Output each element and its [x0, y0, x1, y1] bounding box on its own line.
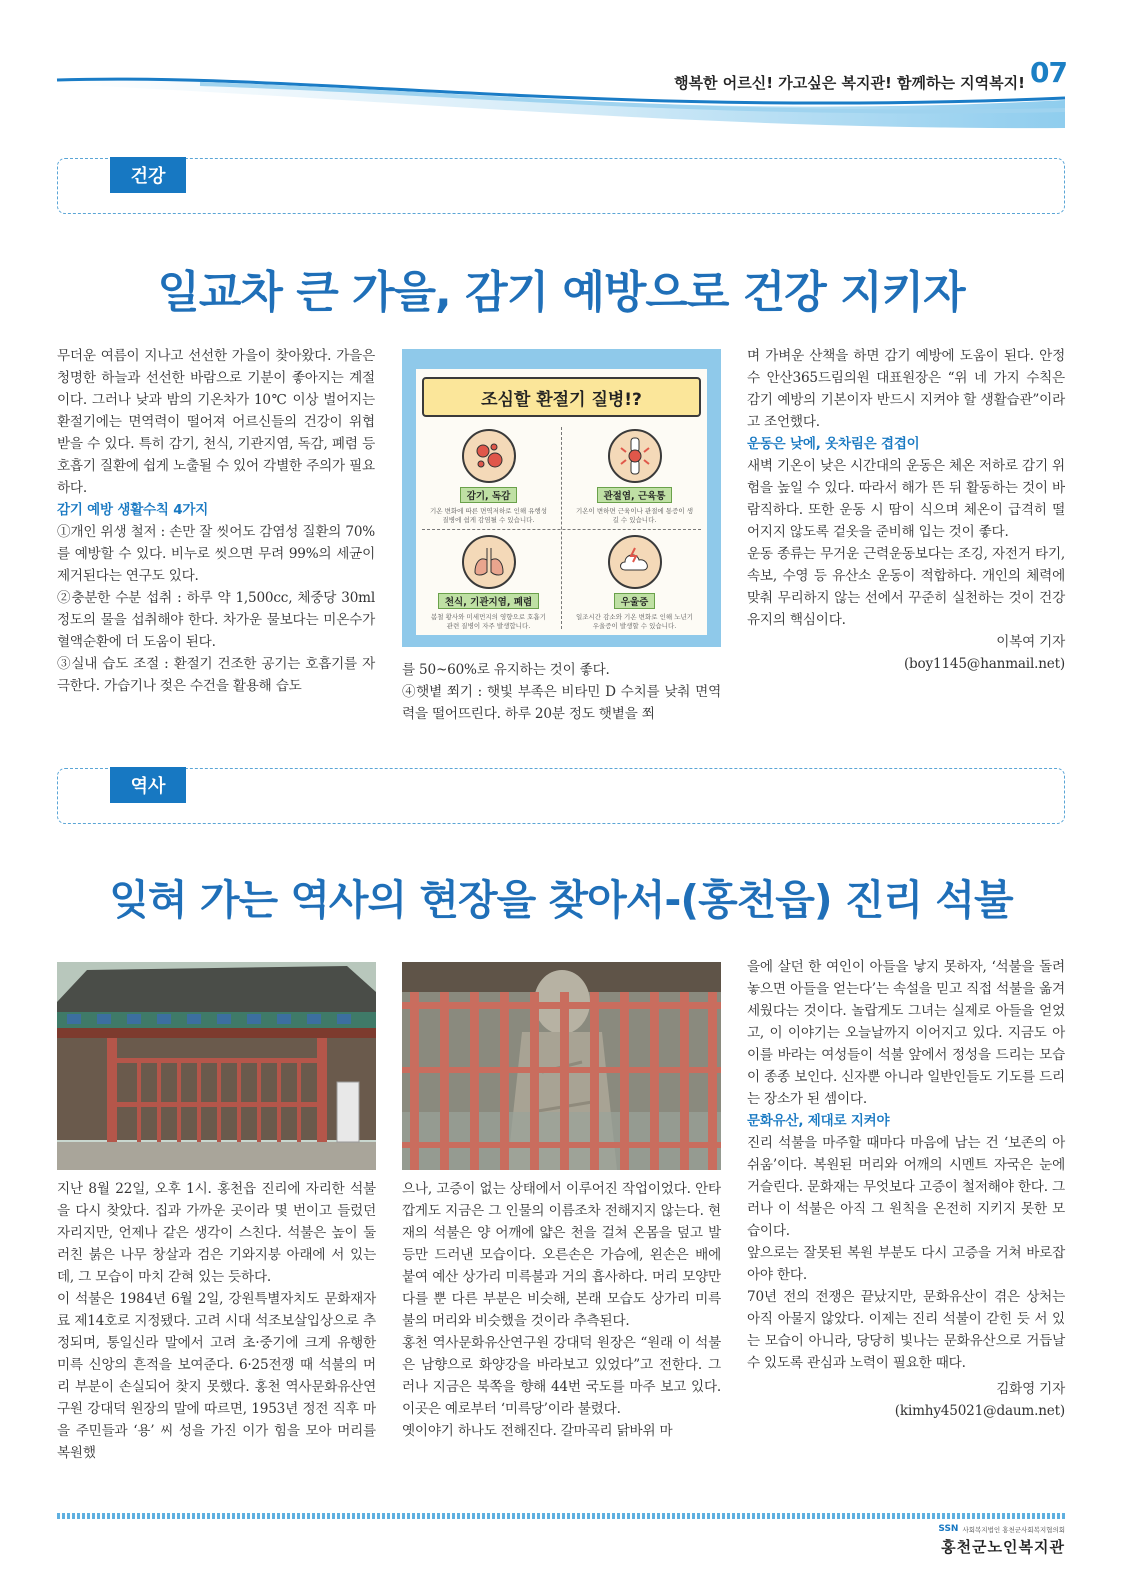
- page-number: 07: [1030, 56, 1067, 89]
- history-column-2: [402, 1178, 721, 1442]
- infographic-title: 조심할 환절기 질병!?: [422, 377, 701, 417]
- health-section-box: [57, 158, 1065, 214]
- paragraph: 무더운 여름이 지나고 선선한 가을이 찾아왔다. 가을은 청명한 하늘과 선선한 바람으로 기분이 좋아지는 계절이다. 그러나 낮과 밤의 기온차가 10℃ 이상 벌어지는 환절기에는 면역력이 떨어져 어르신들의 건강이 위협받을 수 있다. 특히 감기, 천식, 기관지염, 독감, 폐렴 등 호흡기 질환에 쉽게 노출될 수 있어 각별한 주의가 필요하다.: [57, 348, 375, 496]
- paragraph: ④햇볕 쬐기 : 햇빛 부족은 비타민 D 수치를 낮춰 면역력을 떨어뜨린다. 하루 20분 정도 햇볕을 쬐: [402, 684, 721, 722]
- infographic-label: 관절염, 근육통: [597, 487, 673, 503]
- infographic-cold: [416, 425, 561, 529]
- paragraph: 앞으로는 잘못된 복원 부분도 다시 고증을 거쳐 바로잡아야 한다.: [747, 1245, 1065, 1283]
- paragraph: 며 가벼운 산책을 하면 감기 예방에 도움이 된다. 안정수 안산365드림의원 대표원장은 “위 네 가지 수칙은 감기 예방의 기본이자 반드시 지켜야 할 생활습관”이라고 조언했다.: [747, 348, 1065, 430]
- health-headline: 일교차 큰 가을, 감기 예방으로 건강 지키자: [157, 267, 965, 318]
- lungs-icon: [462, 535, 516, 589]
- health-column-1: [57, 345, 375, 697]
- paragraph: 홍천 역사문화유산연구원 강대덕 원장은 “원래 이 석불은 남향으로 화양강을 바라보고 있었다”고 전한다. 그러나 지금은 북쪽을 향해 44번 국도를 마주 보고 있다. 이곳은 예로부터 ‘미륵당’이라 불렸다.: [402, 1335, 721, 1417]
- health-section-tag: 건강: [110, 157, 186, 193]
- reporter-email: (kimhy45021@daum.net): [894, 1403, 1065, 1419]
- header-slogan: 행복한 어르신! 가고싶은 복지관! 함께하는 지역복지!: [674, 74, 1025, 92]
- history-section-box: [57, 768, 1065, 824]
- footer-org-name: 홍천군노인복지관: [941, 1538, 1065, 1556]
- infographic-desc: 봄철 황사와 미세먼지의 영향으로 호흡기 관련 질병이 자주 발생합니다.: [430, 613, 546, 630]
- footer-logo: [870, 1524, 1065, 1557]
- history-column-3: [747, 956, 1065, 1422]
- paragraph: 옛이야기 하나도 전해진다. 갈마곡리 닭바위 마: [402, 1423, 673, 1439]
- history-section-tag: 역사: [110, 767, 186, 803]
- health-column-2: [402, 659, 721, 725]
- buddha-statue-photo: [402, 962, 721, 1170]
- health-column-3: [747, 345, 1065, 675]
- header-wave-decoration: [0, 0, 1122, 130]
- paragraph: ③실내 습도 조절 : 환절기 건조한 공기는 호흡기를 자극한다. 가습기나 젖은 수건을 활용해 습도: [57, 656, 375, 694]
- shrine-photo: [57, 962, 376, 1170]
- page-header: [0, 0, 1122, 130]
- infographic-label: 감기, 독감: [460, 487, 518, 503]
- infographic-desc: 기온이 변하면 근육이나 관절에 통증이 생길 수 있습니다.: [575, 507, 694, 524]
- subheading: 운동은 낮에, 옷차림은 겹겹이: [747, 436, 920, 452]
- infographic-desc: 일조시간 감소와 기온 변화로 인해 노년기 우울증이 발생할 수 있습니다.: [575, 613, 694, 630]
- health-infographic: [402, 349, 721, 647]
- infographic-label: 우울증: [614, 593, 656, 609]
- infographic-arthritis: [562, 425, 707, 529]
- paragraph: 으나, 고증이 없는 상태에서 이루어진 작업이었다. 안타깝게도 지금은 그 인물의 이름조차 전해지지 않는다. 현재의 석불은 양 어깨에 얇은 천을 걸쳐 온몸을 덮고 발등만 드러낸 모습이다. 오른손은 가슴에, 왼손은 배에 붙여 예산 상가리 미륵불과 거의 흡사하다. 머리 모양만 다를 뿐 다른 부분은 비슷해, 본래 모습도 상가리 미륵불의 머리와 비슷했을 것이라 추측된다.: [402, 1181, 721, 1329]
- paragraph: 새벽 기온이 낮은 시간대의 운동은 체온 저하로 감기 위험을 높일 수 있다. 따라서 해가 뜬 뒤 활동하는 것이 바람직하다. 또한 운동 시 땀이 식으며 체온이 급격히 떨어지지 않도록 겉옷을 준비해 입는 것이 좋다.: [747, 458, 1065, 540]
- history-headline: 잊혀 가는 역사의 현장을 찾아서-(홍천읍) 진리 석불: [109, 876, 1013, 924]
- infographic-desc: 기온 변화에 따른 면역저하로 인해 유행성 질병에 쉽게 감염될 수 있습니다.: [429, 507, 548, 524]
- reporter-name: 이복여 기자: [996, 634, 1065, 650]
- reporter-email: (boy1145@hanmail.net): [903, 656, 1065, 672]
- paragraph: 을에 살던 한 여인이 아들을 낳지 못하자, ‘석불을 돌려놓으면 아들을 얻는다’는 속설을 믿고 직접 석불을 옮겨 세웠다는 것이다. 놀랍게도 그녀는 실제로 아들을 얻었고, 이 이야기는 오늘날까지 이어지고 있다. 지금도 아이를 바라는 여성들이 석불 앞에서 정성을 드리는 모습이 종종 보인다. 신자뿐 아니라 일반인들도 기도를 드리는 장소가 된 셈이다.: [747, 959, 1065, 1107]
- cloud-lightning-icon: [608, 535, 662, 589]
- paragraph: 이 석불은 1984년 6월 2일, 강원특별자치도 문화재자료 제14호로 지정됐다. 고려 시대 석조보살입상으로 추정되며, 통일신라 말에서 고려 초·중기에 크게 유행한 미륵 신앙의 흔적을 보여준다. 6·25전쟁 때 석불의 머리 부분이 손실되어 찾지 못했다. 홍천 역사문화유산연구원 강대덕 원장의 말에 따르면, 1953년 정전 직후 마을 주민들과 ‘용’ 씨 성을 가진 이가 힘을 모아 머리를 복원했: [57, 1291, 376, 1461]
- footer-org-small: 사회복지법인 홍천군사회복지협의회: [962, 1525, 1065, 1534]
- paragraph: 지난 8월 22일, 오후 1시. 홍천읍 진리에 자리한 석불을 다시 찾았다. 집과 가까운 곳이라 몇 번이고 들렀던 자리지만, 언제나 같은 생각이 스친다. 석불은 높이 둘러친 붉은 나무 창살과 검은 기와지붕 아래에 서 있는데, 그 모습이 마치 갇혀 있는 듯하다.: [57, 1181, 376, 1285]
- paragraph: 70년 전의 전쟁은 끝났지만, 문화유산이 겪은 상처는 아직 아물지 않았다. 이제는 진리 석불이 갇힌 듯 서 있는 모습이 아니라, 당당히 빛나는 문화유산으로 거듭날 수 있도록 관심과 노력이 필요한 때다.: [747, 1289, 1065, 1371]
- paragraph: 를 50~60%로 유지하는 것이 좋다.: [402, 662, 610, 678]
- history-column-1: [57, 1178, 376, 1464]
- infographic-label: 천식, 기관지염, 폐렴: [438, 593, 539, 609]
- reporter-name: 김화영 기자: [996, 1381, 1065, 1397]
- infographic-depression: [562, 531, 707, 635]
- virus-icon: [462, 429, 516, 483]
- ssn-logo-icon: SSN: [938, 1524, 959, 1534]
- paragraph: 진리 석불을 마주할 때마다 마음에 남는 건 ‘보존의 아쉬움’이다. 복원된 머리와 어깨의 시멘트 자국은 눈에 거슬린다. 문화재는 무엇보다 고증이 철저해야 한다. 그러나 이 석불은 아직 그 원칙을 온전히 지키지 못한 모습이다.: [747, 1135, 1065, 1239]
- paragraph: ①개인 위생 철저 : 손만 잘 씻어도 감염성 질환의 70%를 예방할 수 있다. 비누로 씻으면 무려 99%의 세균이 제거된다는 연구도 있다.: [57, 524, 375, 584]
- paragraph: ②충분한 수분 섭취 : 하루 약 1,500cc, 체중당 30ml 정도의 물을 섭취해야 한다. 차가운 물보다는 미온수가 혈액순환에 더 도움이 된다.: [57, 590, 375, 650]
- subheading: 감기 예방 생활수칙 4가지: [57, 502, 209, 518]
- subheading: 문화유산, 제대로 지켜야: [747, 1113, 890, 1129]
- footer-dotted-rule: [57, 1513, 1065, 1519]
- joint-icon: [608, 429, 662, 483]
- paragraph: 운동 종류는 무거운 근력운동보다는 조깅, 자전거 타기, 속보, 수영 등 유산소 운동이 적합하다. 개인의 체력에 맞춰 무리하지 않는 선에서 꾸준히 실천하는 것이 건강 유지의 핵심이다.: [747, 546, 1065, 628]
- infographic-asthma: [416, 531, 561, 635]
